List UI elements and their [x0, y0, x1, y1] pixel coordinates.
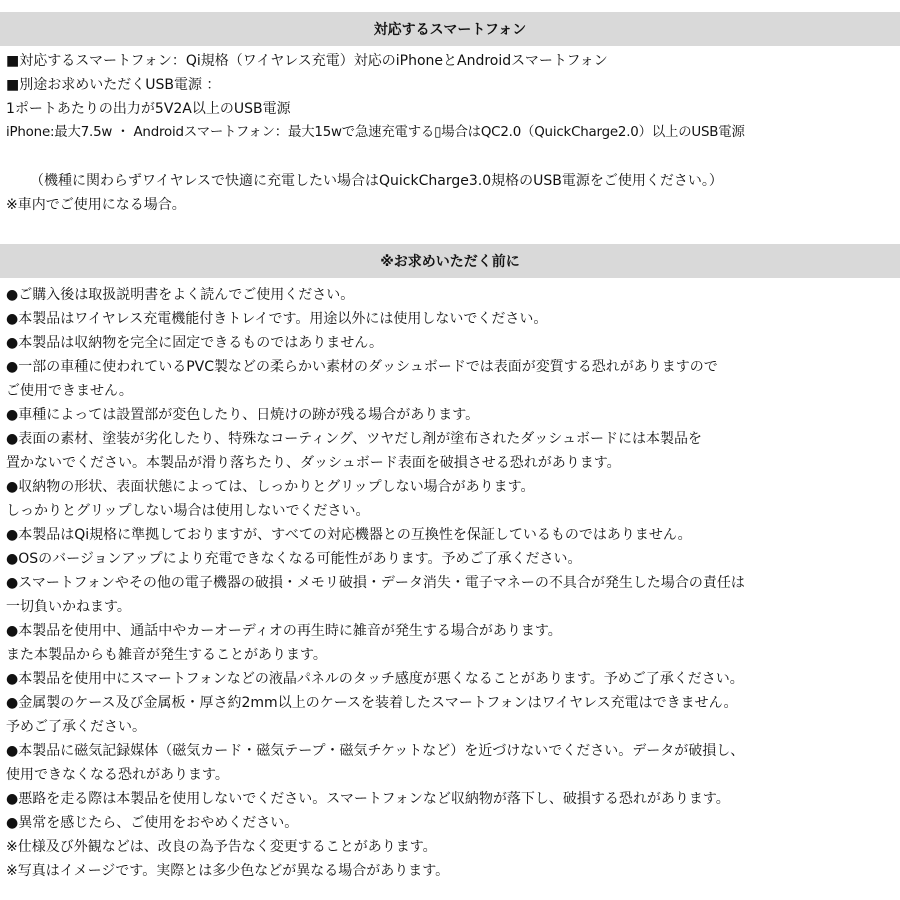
- section-header-before-purchase: [0, 244, 900, 278]
- note-line: ●ご購入後は取扱説明書をよく読んでご使用ください。: [6, 287, 355, 303]
- text-line: ※車内でご使用になる場合。: [6, 197, 186, 213]
- note-line: ●本製品は収納物を完全に固定できるものではありません。: [6, 335, 384, 351]
- text-line: 1ポートあたりの出力が5V2A以上のUSB電源: [6, 101, 291, 117]
- note-line: ●OSのバージョンアップにより充電できなくなる可能性があります。予めご了承ください。: [6, 551, 582, 567]
- note-line: ●悪路を走る際は本製品を使用しないでください。スマートフォンなど収納物が落下し、破損する恐れがあります。: [6, 791, 730, 807]
- note-line: ●表面の素材、塗装が劣化したり、特殊なコーティング、ツヤだし剤が塗布されたダッシュボードには本製品を: [6, 431, 702, 447]
- note-line: ※仕様及び外観などは、改良の為予告なく変更することがあります。: [6, 839, 437, 855]
- note-line: ●本製品を使用中、通話中やカーオーディオの再生時に雑音が発生する場合があります。: [6, 623, 562, 639]
- compatible-smartphones-text: [6, 49, 898, 217]
- note-line: ●本製品に磁気記録媒体（磁気カード・磁気テープ・磁気チケットなど）を近づけないでください。データが破損し、: [6, 743, 745, 759]
- note-line: 使用できなくなる恐れがあります。: [6, 767, 229, 783]
- note-line: 予めご了承ください。: [6, 719, 146, 735]
- text-line: iPhone:最大7.5w ・ Androidスマートフォン：最大15wで急速充電する▯場合はQC2.0（QuickCharge2.0）以上のUSB電源: [6, 125, 745, 140]
- text-line: （機種に関わらずワイヤレスで快適に充電したい場合はQuickCharge3.0規格のUSB電源をご使用ください。）: [30, 173, 723, 189]
- before-purchase-notes: [6, 283, 898, 883]
- note-line: ●一部の車種に使われているPVC製などの柔らかい素材のダッシュボードでは表面が変質する恐れがありますので: [6, 359, 718, 375]
- blank-line: [6, 145, 898, 169]
- note-line: ●本製品を使用中にスマートフォンなどの液晶パネルのタッチ感度が悪くなることがあります。予めご了承ください。: [6, 671, 744, 687]
- section-title: ※お求めいただく前に: [380, 254, 520, 270]
- note-line: ●金属製のケース及び金属板・厚さ約2mm以上のケースを装着したスマートフォンはワイヤレス充電はできません。: [6, 695, 738, 711]
- text-line: ■別途お求めいただくUSB電源 ：: [6, 77, 221, 93]
- text-line: ■対応するスマートフォン：Qi規格（ワイヤレス充電）対応のiPhoneとAndroidスマートフォン: [6, 53, 608, 69]
- note-line: ●車種によっては設置部が変色したり、日焼けの跡が残る場合があります。: [6, 407, 480, 423]
- note-line: ●スマートフォンやその他の電子機器の破損・メモリ破損・データ消失・電子マネーの不具合が発生した場合の責任は: [6, 575, 745, 591]
- note-line: ●本製品はQi規格に準拠しておりますが、すべての対応機器との互換性を保証しているものではありません。: [6, 527, 692, 543]
- note-line: ●異常を感じたら、ご使用をおやめください。: [6, 815, 299, 831]
- note-line: また本製品からも雑音が発生することがあります。: [6, 647, 327, 663]
- section-title: 対応するスマートフォン: [373, 22, 527, 38]
- note-line: 置かないでください。本製品が滑り落ちたり、ダッシュボード表面を破損させる恐れがあります。: [6, 455, 621, 471]
- note-line: ●本製品はワイヤレス充電機能付きトレイです。用途以外には使用しないでください。: [6, 311, 548, 327]
- note-line: ●収納物の形状、表面状態によっては、しっかりとグリップしない場合があります。: [6, 479, 535, 495]
- note-line: ※写真はイメージです。実際とは多少色などが異なる場合があります。: [6, 863, 450, 879]
- note-line: しっかりとグリップしない場合は使用しないでください。: [6, 503, 370, 519]
- note-line: 一切負いかねます。: [6, 599, 131, 615]
- note-line: ご使用できません。: [6, 383, 133, 399]
- section-header-compatible-smartphones: [0, 12, 900, 46]
